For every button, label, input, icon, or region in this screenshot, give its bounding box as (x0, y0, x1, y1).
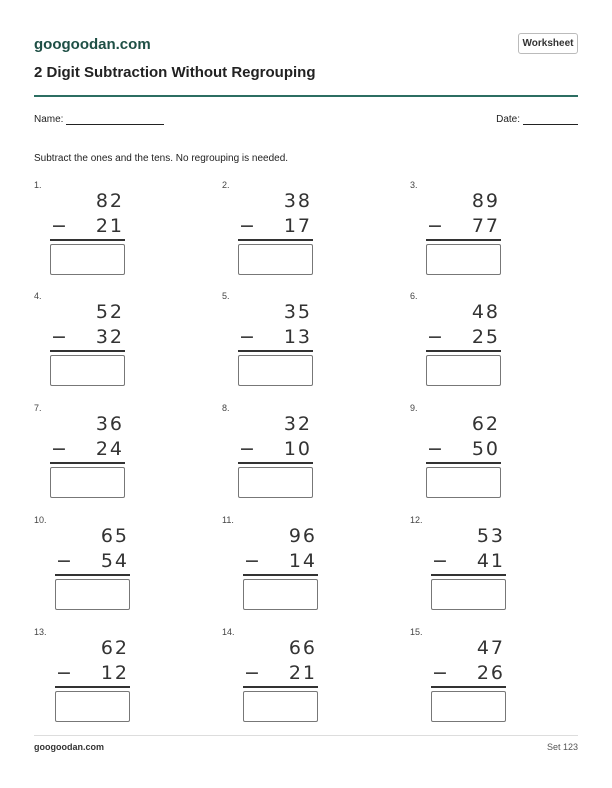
footer-divider (34, 735, 578, 736)
answer-box[interactable] (238, 355, 313, 386)
minuend: 62 (471, 413, 500, 435)
minuend: 32 (283, 413, 312, 435)
answer-rule (426, 239, 501, 241)
problem-number: 10. (34, 515, 47, 525)
problem (222, 515, 332, 615)
answer-rule (50, 239, 125, 241)
answer-box[interactable] (243, 691, 318, 722)
minuend: 62 (100, 637, 129, 659)
problem (222, 291, 332, 391)
minuend: 53 (476, 525, 505, 547)
minuend: 48 (471, 301, 500, 323)
answer-rule (50, 462, 125, 464)
subtrahend: 77 (471, 215, 500, 237)
answer-rule (238, 239, 313, 241)
minus-sign: − (56, 550, 72, 572)
answer-rule (426, 350, 501, 352)
problem-number: 8. (222, 403, 230, 413)
minus-sign: − (427, 326, 443, 348)
answer-box[interactable] (55, 579, 130, 610)
problem-number: 12. (410, 515, 423, 525)
answer-rule (243, 686, 318, 688)
subtrahend: 21 (288, 662, 317, 684)
minus-sign: − (239, 438, 255, 460)
answer-rule (426, 462, 501, 464)
answer-rule (238, 350, 313, 352)
subtrahend: 13 (283, 326, 312, 348)
answer-rule (50, 350, 125, 352)
answer-box[interactable] (238, 467, 313, 498)
problem-number: 1. (34, 180, 42, 190)
subtrahend: 10 (283, 438, 312, 460)
subtrahend: 50 (471, 438, 500, 460)
footer-set-label: Set 123 (546, 742, 578, 752)
answer-box[interactable] (426, 467, 501, 498)
minus-sign: − (56, 662, 72, 684)
logo: googoodan.com (34, 36, 151, 53)
answer-rule (55, 574, 130, 576)
title-divider (34, 95, 578, 97)
minus-sign: − (244, 662, 260, 684)
problem-number: 3. (410, 180, 418, 190)
problem (410, 515, 520, 615)
minus-sign: − (51, 438, 67, 460)
subtrahend: 32 (95, 326, 124, 348)
subtrahend: 26 (476, 662, 505, 684)
answer-rule (238, 462, 313, 464)
date-line[interactable] (523, 114, 578, 125)
answer-box[interactable] (431, 579, 506, 610)
problem (34, 403, 144, 503)
problem-number: 13. (34, 627, 47, 637)
name-label: Name: (34, 114, 64, 125)
subtrahend: 12 (100, 662, 129, 684)
minus-sign: − (51, 215, 67, 237)
problem (34, 627, 144, 727)
problem-number: 11. (222, 515, 234, 525)
minus-sign: − (51, 326, 67, 348)
problem (222, 180, 332, 280)
problem (222, 627, 332, 727)
problem (34, 291, 144, 391)
worksheet-badge: Worksheet (518, 33, 578, 54)
problem (222, 403, 332, 503)
minus-sign: − (244, 550, 260, 572)
subtrahend: 21 (95, 215, 124, 237)
answer-box[interactable] (431, 691, 506, 722)
subtrahend: 24 (95, 438, 124, 460)
minus-sign: − (432, 550, 448, 572)
problem-number: 5. (222, 291, 230, 301)
name-line[interactable] (66, 114, 164, 125)
problem-number: 9. (410, 403, 418, 413)
minus-sign: − (427, 438, 443, 460)
problem-number: 15. (410, 627, 423, 637)
date-label: Date: (496, 114, 520, 125)
answer-box[interactable] (243, 579, 318, 610)
name-field (34, 114, 164, 125)
footer-site: googoodan.com (34, 742, 104, 752)
problem-number: 7. (34, 403, 42, 413)
problem (410, 403, 520, 503)
minuend: 47 (476, 637, 505, 659)
problem (410, 291, 520, 391)
minuend: 52 (95, 301, 124, 323)
answer-box[interactable] (55, 691, 130, 722)
minuend: 36 (95, 413, 124, 435)
subtrahend: 41 (476, 550, 505, 572)
answer-rule (431, 574, 506, 576)
problem (410, 627, 520, 727)
problem (410, 180, 520, 280)
subtrahend: 54 (100, 550, 129, 572)
instructions: Subtract the ones and the tens. No regrouping is needed. (34, 153, 289, 164)
minuend: 38 (283, 190, 312, 212)
minuend: 89 (471, 190, 500, 212)
minus-sign: − (239, 326, 255, 348)
minuend: 96 (288, 525, 317, 547)
answer-box[interactable] (238, 244, 313, 275)
subtrahend: 14 (288, 550, 317, 572)
answer-box[interactable] (50, 355, 125, 386)
answer-box[interactable] (50, 244, 125, 275)
minuend: 66 (288, 637, 317, 659)
problem (34, 180, 144, 280)
problem-number: 4. (34, 291, 42, 301)
subtrahend: 25 (471, 326, 500, 348)
answer-box[interactable] (426, 355, 501, 386)
answer-rule (431, 686, 506, 688)
problem-number: 2. (222, 180, 230, 190)
minus-sign: − (239, 215, 255, 237)
answer-rule (55, 686, 130, 688)
minuend: 35 (283, 301, 312, 323)
subtrahend: 17 (283, 215, 312, 237)
answer-box[interactable] (426, 244, 501, 275)
minus-sign: − (432, 662, 448, 684)
minuend: 65 (100, 525, 129, 547)
problem (34, 515, 144, 615)
problem-number: 14. (222, 627, 235, 637)
answer-rule (243, 574, 318, 576)
problem-number: 6. (410, 291, 418, 301)
answer-box[interactable] (50, 467, 125, 498)
minuend: 82 (95, 190, 124, 212)
page-title: 2 Digit Subtraction Without Regrouping (34, 64, 316, 81)
date-field (496, 114, 578, 125)
minus-sign: − (427, 215, 443, 237)
